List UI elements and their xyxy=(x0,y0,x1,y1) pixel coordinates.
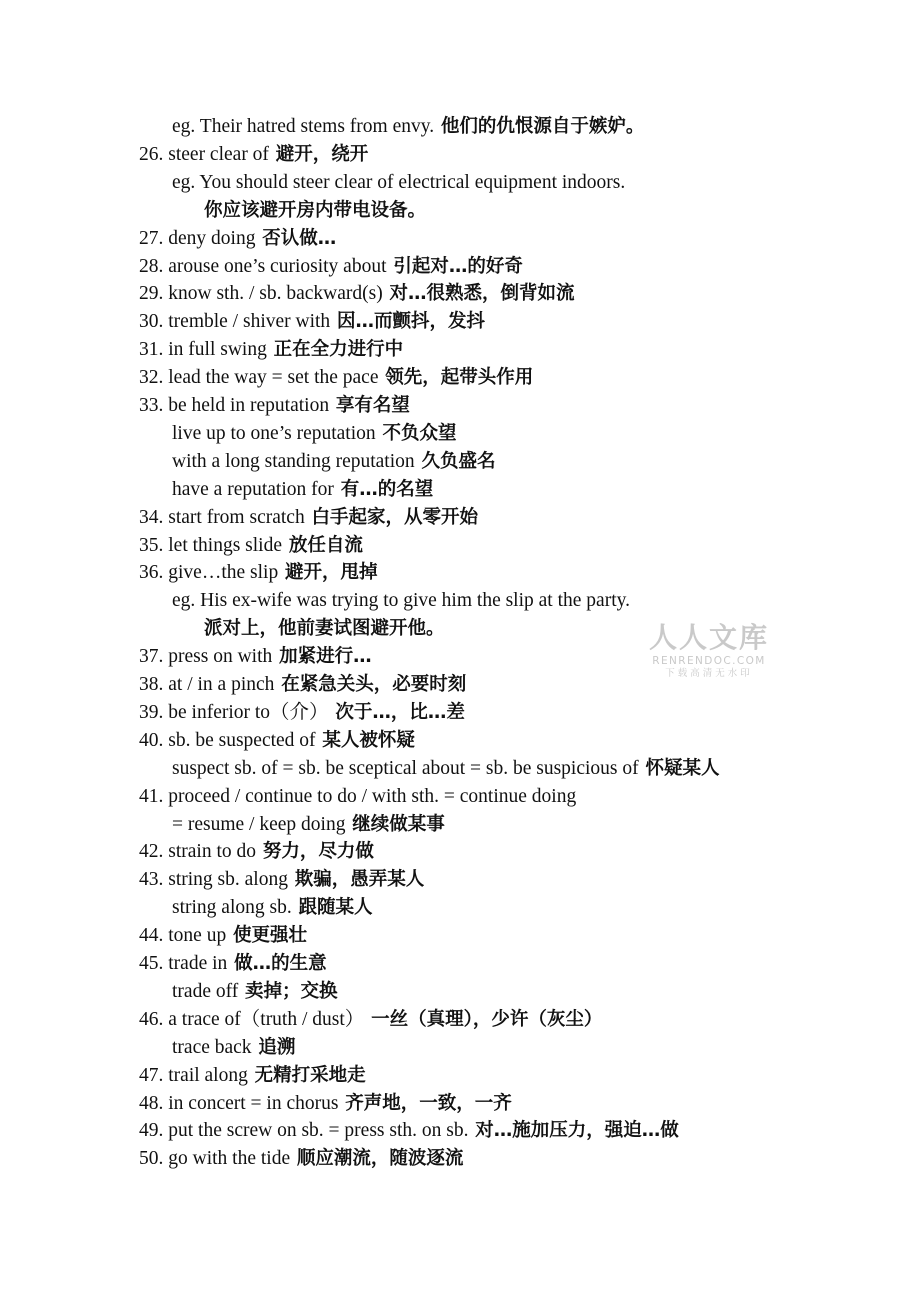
text-line xyxy=(139,1062,366,1090)
english-phrase: 37. press on with xyxy=(139,646,273,668)
english-phrase: 46. a trace of（truth / dust） xyxy=(139,1008,365,1030)
english-phrase: 30. tremble / shiver with xyxy=(139,311,331,333)
english-phrase: with a long standing reputation xyxy=(172,450,415,472)
text-line xyxy=(172,476,433,504)
english-phrase: 32. lead the way = set the pace xyxy=(139,367,379,389)
chinese-meaning: 他们的仇恨源自于嫉妒。 xyxy=(440,116,645,137)
chinese-meaning: 避开，甩掉 xyxy=(285,562,378,584)
text-line xyxy=(139,532,363,560)
text-line xyxy=(139,699,465,727)
text-line xyxy=(139,838,374,866)
chinese-meaning: 放任自流 xyxy=(288,534,363,556)
english-phrase: trace back xyxy=(172,1036,252,1058)
english-phrase: eg. You should steer clear of electrical equipment indoors. xyxy=(172,171,626,193)
text-line xyxy=(172,420,456,448)
text-line xyxy=(139,504,478,532)
text-line xyxy=(204,615,445,643)
chinese-meaning: 做…的生意 xyxy=(234,953,327,974)
text-line xyxy=(172,894,373,922)
chinese-meaning: 卖掉；交换 xyxy=(245,980,338,1002)
text-line xyxy=(139,1006,602,1034)
chinese-meaning: 引起对…的好奇 xyxy=(393,255,523,277)
english-phrase: 26. steer clear of xyxy=(139,143,269,165)
english-phrase: 35. let things slide xyxy=(139,534,282,556)
chinese-meaning: 你应该避开房内带电设备。 xyxy=(204,199,427,221)
text-line xyxy=(139,308,485,336)
english-phrase: 50. go with the tide xyxy=(139,1148,291,1170)
english-phrase: 27. deny doing xyxy=(139,227,256,249)
chinese-meaning: 使更强壮 xyxy=(233,925,308,947)
text-line xyxy=(139,866,424,894)
text-line xyxy=(139,643,372,671)
chinese-meaning: 派对上，他前妻试图避开他。 xyxy=(204,618,445,640)
text-line xyxy=(139,671,466,699)
english-phrase: suspect sb. of = sb. be sceptical about = sb. be suspicious of xyxy=(172,757,639,779)
english-phrase: 28. arouse one’s curiosity about xyxy=(139,255,387,277)
english-phrase: 38. at / in a pinch xyxy=(139,674,275,695)
chinese-meaning: 某人被怀疑 xyxy=(322,729,415,751)
text-line xyxy=(172,448,495,476)
text-line xyxy=(172,755,719,783)
english-phrase: 29. know sth. / sb. backward(s) xyxy=(139,283,383,305)
english-phrase: 47. trail along xyxy=(139,1064,248,1086)
text-line xyxy=(139,253,523,281)
chinese-meaning: 追溯 xyxy=(258,1036,296,1058)
chinese-meaning: 一丝（真理），少许（灰尘） xyxy=(371,1008,603,1030)
english-phrase: have a reputation for xyxy=(172,478,334,500)
text-line xyxy=(139,336,403,364)
chinese-meaning: 次于…，比…差 xyxy=(335,701,465,723)
text-line xyxy=(139,783,576,811)
chinese-meaning: 加紧进行… xyxy=(279,646,372,668)
english-phrase: trade off xyxy=(172,980,239,1002)
chinese-meaning: 领先，起带头作用 xyxy=(385,367,534,389)
chinese-meaning: 否认做… xyxy=(262,227,337,249)
chinese-meaning: 欺骗，愚弄某人 xyxy=(294,869,425,891)
text-line xyxy=(139,141,368,169)
text-line xyxy=(172,978,338,1006)
english-phrase: 33. be held in reputation xyxy=(139,395,330,416)
chinese-meaning: 怀疑某人 xyxy=(645,757,720,779)
text-line xyxy=(204,197,426,225)
chinese-meaning: 正在全力进行中 xyxy=(273,339,404,361)
english-phrase: 42. strain to do xyxy=(139,841,256,863)
chinese-meaning: 顺应潮流，随波逐流 xyxy=(296,1148,464,1170)
english-phrase: string along sb. xyxy=(172,897,292,919)
text-line xyxy=(172,811,445,839)
text-line xyxy=(139,922,307,950)
chinese-meaning: 因…而颤抖，发抖 xyxy=(337,311,486,333)
watermark-subtitle: 下载高清无水印 xyxy=(665,668,753,679)
english-phrase: 36. give…the slip xyxy=(139,562,279,584)
chinese-meaning: 不负众望 xyxy=(382,422,457,444)
chinese-meaning: 白手起家，从零开始 xyxy=(311,506,479,528)
english-phrase: eg. His ex-wife was trying to give him the slip at the party. xyxy=(172,590,630,612)
english-phrase: 48. in concert = in chorus xyxy=(139,1092,339,1114)
watermark-site: RENRENDOC.COM xyxy=(652,655,766,667)
chinese-meaning: 避开，绕开 xyxy=(275,143,369,165)
english-phrase: = resume / keep doing xyxy=(172,813,346,835)
text-line xyxy=(139,559,378,587)
chinese-meaning: 享有名望 xyxy=(335,395,410,416)
english-phrase: 34. start from scratch xyxy=(139,506,305,528)
watermark xyxy=(646,622,772,680)
text-line xyxy=(139,727,415,755)
chinese-meaning: 对…很熟悉，倒背如流 xyxy=(389,283,575,305)
english-phrase: 40. sb. be suspected of xyxy=(139,729,316,751)
text-line xyxy=(139,364,533,392)
text-line xyxy=(139,1145,463,1173)
chinese-meaning: 跟随某人 xyxy=(298,897,373,919)
english-phrase: 31. in full swing xyxy=(139,339,267,361)
chinese-meaning: 无精打采地走 xyxy=(254,1064,366,1086)
text-line xyxy=(172,1034,295,1062)
chinese-meaning: 有…的名望 xyxy=(340,478,434,500)
english-phrase: 41. proceed / continue to do / with sth. = continue doing xyxy=(139,785,577,807)
text-line xyxy=(139,392,410,420)
chinese-meaning: 对…施加压力，强迫…做 xyxy=(475,1120,679,1142)
english-phrase: live up to one’s reputation xyxy=(172,422,376,444)
text-line xyxy=(139,280,575,308)
text-line xyxy=(139,950,327,978)
english-phrase: eg. Their hatred stems from envy. xyxy=(172,116,435,137)
english-phrase: 44. tone up xyxy=(139,925,227,947)
watermark-title: 人人文库 xyxy=(648,621,769,654)
text-line xyxy=(139,1117,679,1145)
chinese-meaning: 继续做某事 xyxy=(352,813,445,835)
english-phrase: 39. be inferior to（介） xyxy=(139,701,329,723)
english-phrase: 49. put the screw on sb. = press sth. on sb. xyxy=(139,1120,469,1142)
chinese-meaning: 齐声地，一致，一齐 xyxy=(345,1092,512,1114)
chinese-meaning: 在紧急关头，必要时刻 xyxy=(281,674,467,695)
english-phrase: 45. trade in xyxy=(139,953,228,974)
text-line xyxy=(139,225,336,253)
chinese-meaning: 久负盛名 xyxy=(421,450,496,472)
text-line xyxy=(172,587,630,615)
text-line xyxy=(139,1090,512,1118)
chinese-meaning: 努力，尽力做 xyxy=(262,841,374,863)
text-line xyxy=(172,169,625,197)
text-line xyxy=(172,113,644,141)
english-phrase: 43. string sb. along xyxy=(139,869,288,891)
